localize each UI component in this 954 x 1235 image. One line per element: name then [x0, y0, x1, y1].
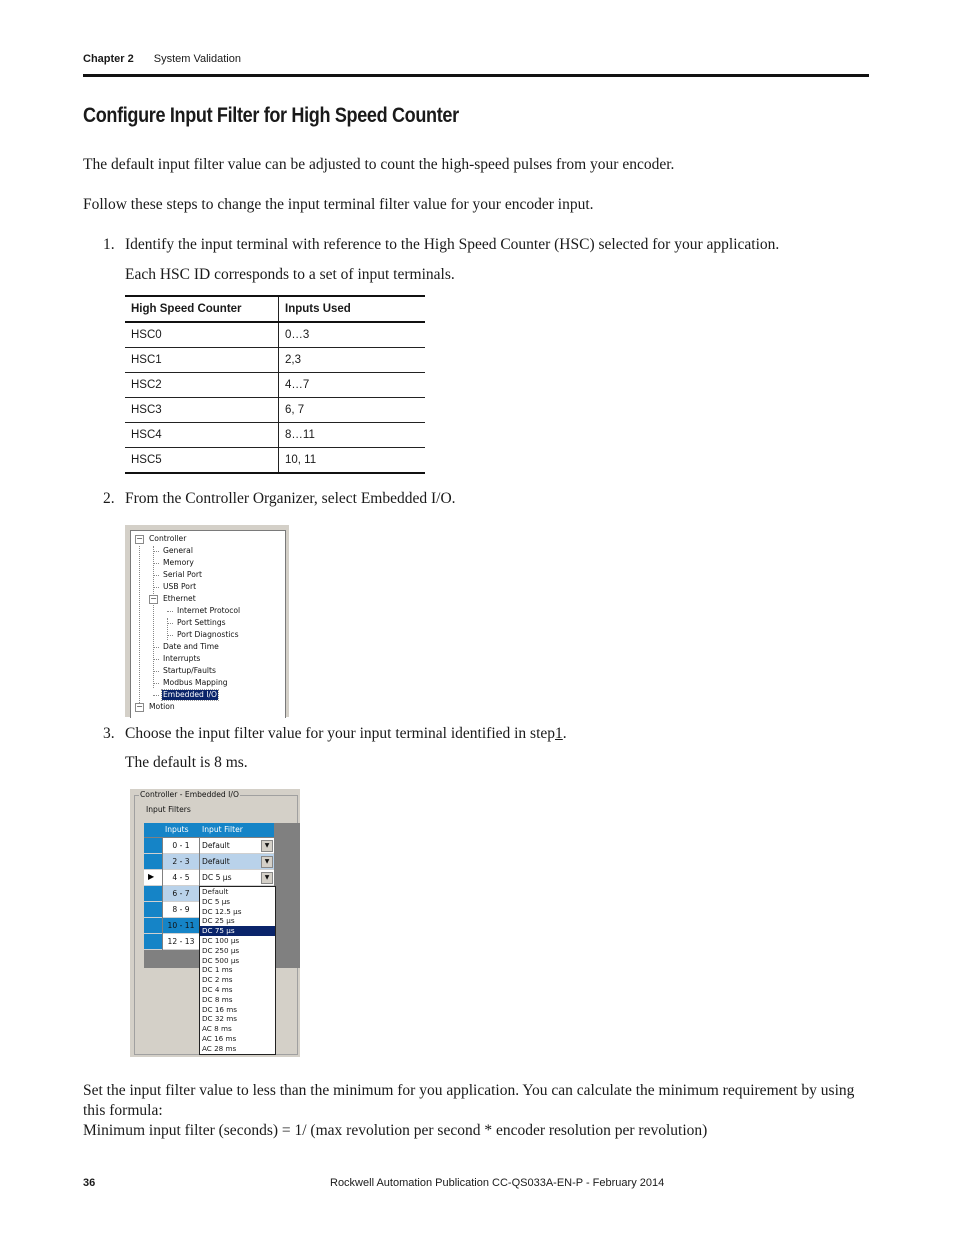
tree-item-interrupts[interactable]: Interrupts [163, 654, 201, 663]
grid-inputs-cell: 6 - 7 [163, 886, 199, 902]
input-filter-select[interactable] [200, 870, 274, 886]
tree-connector [153, 647, 159, 648]
step-3-number: 3. [103, 725, 115, 742]
tree-connector [167, 635, 173, 636]
row-header[interactable] [144, 918, 162, 934]
dropdown-option[interactable]: AC 28 ms [202, 1043, 237, 1053]
dropdown-option[interactable]: DC 5 µs [202, 896, 231, 906]
column-header: Inputs Used [279, 296, 426, 322]
row-header[interactable] [144, 886, 162, 902]
select-value: Default [202, 857, 230, 866]
input-filters-label: Input Filters [146, 805, 191, 814]
table-row [125, 322, 425, 348]
step-3-text-end: . [562, 725, 567, 742]
row-header[interactable] [144, 902, 162, 918]
hsc-table [125, 295, 425, 474]
table-row [125, 423, 425, 448]
step-1-subtext: Each HSC ID corresponds to a set of input terminals. [125, 266, 455, 283]
tree-item-internet-protocol[interactable]: Internet Protocol [177, 606, 241, 615]
table-cell: 8…11 [279, 423, 426, 448]
tree-connector [153, 551, 159, 552]
dropdown-option[interactable]: DC 500 µs [202, 955, 240, 965]
tree-connector [153, 546, 154, 688]
row-header-current[interactable] [144, 870, 162, 886]
dropdown-arrow-icon[interactable]: ▼ [261, 840, 273, 852]
tree-connector [153, 659, 159, 660]
collapse-icon[interactable]: − [150, 594, 157, 603]
step-1-text: Identify the input terminal with reference to the High Speed Counter (HSC) selected for your application. [125, 236, 780, 253]
step-2-number: 2. [103, 490, 115, 507]
dropdown-arrow-icon[interactable]: ▼ [261, 872, 273, 884]
collapse-icon[interactable]: − [136, 702, 143, 711]
dropdown-option[interactable]: Default [202, 887, 229, 896]
page-number: 36 [83, 1177, 96, 1189]
tree-item-usb-port[interactable]: USB Port [163, 582, 197, 591]
grid-inputs-cell: 10 - 11 [163, 918, 199, 934]
controller-organizer-screenshot [125, 525, 289, 717]
table-cell: HSC0 [125, 322, 279, 348]
publication-footer: Rockwell Automation Publication CC-QS033A-EN-P - February 2014 [330, 1177, 665, 1189]
step-3-text [125, 725, 567, 743]
table-cell: 4…7 [279, 373, 426, 398]
tree-connector [153, 563, 159, 564]
dropdown-option[interactable]: AC 8 ms [202, 1024, 232, 1034]
step-1-number: 1. [103, 236, 115, 253]
window-title: Controller - Embedded I/O [140, 790, 239, 799]
row-header[interactable] [144, 854, 162, 870]
intro-paragraph-2: Follow these steps to change the input terminal filter value for your encoder input. [83, 196, 594, 213]
table-cell: HSC3 [125, 398, 279, 423]
step-3-subtext: The default is 8 ms. [125, 754, 248, 771]
header-rule [83, 74, 869, 77]
select-value: DC 5 µs [202, 873, 232, 882]
tree-panel [130, 530, 286, 718]
grid-inputs-cell: 0 - 1 [163, 838, 199, 854]
grid-inputs-cell: 12 - 13 [163, 934, 199, 950]
tree-item-motion[interactable]: Motion [149, 702, 175, 711]
grid-header [144, 823, 274, 837]
step-3-text-lead: Choose the input filter value for your input terminal identified in step [125, 725, 556, 742]
tree-item-controller[interactable]: Controller [149, 534, 187, 543]
tree-connector [139, 546, 140, 707]
grid-inputs-cell: 2 - 3 [163, 854, 199, 870]
dropdown-option[interactable]: DC 8 ms [202, 994, 233, 1004]
tree-item-serial-port[interactable]: Serial Port [163, 570, 202, 579]
table-row [125, 348, 425, 373]
dropdown-option[interactable]: DC 32 ms [202, 1014, 238, 1024]
tree-connector [167, 623, 173, 624]
running-header [83, 53, 241, 65]
step-2-text: From the Controller Organizer, select Embedded I/O. [125, 490, 456, 507]
dropdown-option[interactable]: DC 100 µs [202, 935, 240, 945]
tree-connector [153, 671, 159, 672]
table-row [125, 398, 425, 423]
tree-item-port-diagnostics[interactable]: Port Diagnostics [177, 630, 239, 639]
dropdown-option[interactable]: DC 25 µs [202, 916, 235, 926]
tree-item-embedded-io[interactable]: Embedded I/O [163, 690, 218, 699]
dropdown-option[interactable]: DC 4 ms [202, 984, 233, 994]
table-cell: 6, 7 [279, 398, 426, 423]
dropdown-option[interactable]: DC 1 ms [202, 965, 233, 975]
table-cell: HSC4 [125, 423, 279, 448]
input-filter-dropdown-list[interactable] [199, 886, 276, 1055]
column-header-inputs: Inputs [165, 825, 189, 834]
dropdown-option[interactable]: DC 12.5 µs [202, 906, 242, 916]
tree-connector [153, 695, 159, 696]
table-header-row [125, 296, 425, 322]
input-filter-select[interactable] [200, 854, 274, 870]
chapter-label: Chapter 2 [83, 53, 134, 65]
row-header[interactable] [144, 934, 162, 950]
table-cell: HSC1 [125, 348, 279, 373]
input-filter-select[interactable] [200, 838, 274, 854]
tree-item-startup-faults[interactable]: Startup/Faults [163, 666, 216, 675]
table-cell: 2,3 [279, 348, 426, 373]
tree-connector [167, 611, 173, 612]
tree-item-port-settings[interactable]: Port Settings [177, 618, 226, 627]
tree-item-modbus-mapping[interactable]: Modbus Mapping [163, 678, 228, 687]
collapse-icon[interactable]: − [136, 534, 143, 543]
section-label: System Validation [153, 53, 241, 65]
dropdown-option[interactable]: DC 250 µs [202, 945, 240, 955]
row-header[interactable] [144, 838, 162, 854]
dropdown-option[interactable]: DC 16 ms [202, 1004, 238, 1014]
dropdown-option-selected[interactable]: DC 75 µs [200, 926, 275, 936]
tree-item-ethernet[interactable]: Ethernet [163, 594, 196, 603]
tree-connector [153, 587, 159, 588]
tree-connector [153, 575, 159, 576]
tree-item-date-and-time[interactable]: Date and Time [163, 642, 219, 651]
table-cell: HSC5 [125, 448, 279, 474]
dropdown-option[interactable]: AC 16 ms [202, 1033, 237, 1043]
tree-connector [153, 683, 159, 684]
tree-connector [167, 618, 168, 640]
dropdown-arrow-icon[interactable]: ▼ [261, 856, 273, 868]
table-cell: 0…3 [279, 322, 426, 348]
dropdown-option[interactable]: DC 2 ms [202, 975, 233, 985]
page-title: Configure Input Filter for High Speed Counter [83, 104, 459, 127]
intro-paragraph-1: The default input filter value can be adjusted to count the high-speed pulses from your encoder. [83, 156, 675, 173]
tree-item-memory[interactable]: Memory [163, 558, 194, 567]
current-row-arrow-icon: ▶ [148, 872, 155, 881]
grid-inputs-cell: 4 - 5 [163, 870, 199, 886]
column-header-input-filter: Input Filter [202, 825, 243, 834]
tree-item-general[interactable]: General [163, 546, 193, 555]
closing-paragraph: Set the input filter value to less than the minimum for you application. You can calculate the minimum requirement by using this formula: [83, 1082, 855, 1119]
step-1-link[interactable]: 1 [555, 725, 563, 742]
table-cell: 10, 11 [279, 448, 426, 474]
table-row [125, 373, 425, 398]
formula-text: Minimum input filter (seconds) = 1/ (max revolution per second * encoder resolution per revolution) [83, 1122, 708, 1139]
table-row [125, 448, 425, 474]
select-value: Default [202, 841, 230, 850]
table-cell: HSC2 [125, 373, 279, 398]
grid-inputs-cell: 8 - 9 [163, 902, 199, 918]
column-header: High Speed Counter [125, 296, 279, 322]
